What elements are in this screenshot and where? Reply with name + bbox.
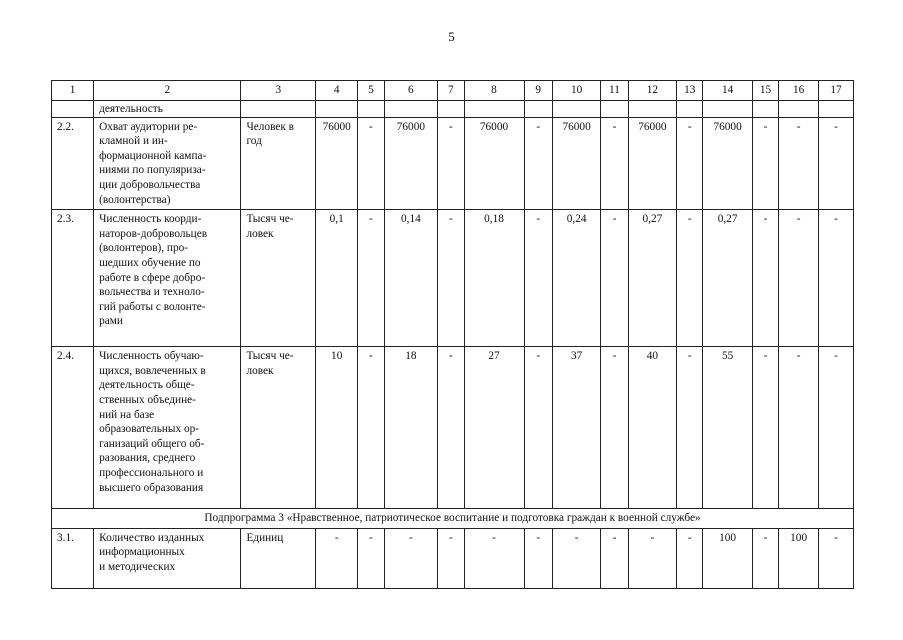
value-cell: -: [628, 528, 676, 588]
value-cell: -: [752, 210, 778, 347]
row-number: 2.3.: [52, 210, 94, 347]
header-cell: 7: [438, 81, 464, 101]
empty-cell: [752, 100, 778, 117]
subprogram-row: [52, 509, 854, 529]
value-cell: 37: [552, 347, 600, 509]
empty-cell: [779, 100, 819, 117]
empty-cell: [438, 100, 464, 117]
empty-cell: [464, 100, 524, 117]
table-row: [52, 347, 854, 509]
value-cell: -: [552, 528, 600, 588]
empty-cell: [677, 100, 703, 117]
header-cell: 11: [601, 81, 628, 101]
value-cell: 0,24: [552, 210, 600, 347]
value-cell: 0,14: [384, 210, 438, 347]
header-cell: 14: [703, 81, 752, 101]
value-cell: 76000: [552, 117, 600, 210]
value-cell: -: [384, 528, 438, 588]
value-cell: -: [677, 528, 703, 588]
value-cell: 76000: [384, 117, 438, 210]
table-row: [52, 210, 854, 347]
value-cell: -: [819, 117, 854, 210]
unit-cell: Человек в год: [241, 117, 316, 210]
value-cell: -: [601, 347, 628, 509]
value-cell: -: [601, 528, 628, 588]
header-cell: 5: [358, 81, 384, 101]
header-cell: 10: [552, 81, 600, 101]
value-cell: 27: [464, 347, 524, 509]
value-cell: -: [752, 528, 778, 588]
value-cell: 76000: [628, 117, 676, 210]
value-cell: 10: [316, 347, 358, 509]
value-cell: -: [524, 117, 552, 210]
value-cell: -: [752, 117, 778, 210]
value-cell: -: [464, 528, 524, 588]
header-cell: 12: [628, 81, 676, 101]
empty-cell: [384, 100, 438, 117]
value-cell: -: [438, 117, 464, 210]
value-cell: 76000: [464, 117, 524, 210]
header-cell: 15: [752, 81, 778, 101]
header-cell: 16: [779, 81, 819, 101]
value-cell: -: [438, 528, 464, 588]
indicators-table: [51, 80, 854, 589]
indicator-name: Охват аудитории ре- кламной и ин- формационной кампа- ниями по популяриза- ции добровольчества (волонтерства): [94, 117, 241, 210]
column-numbers-row: [52, 81, 854, 101]
continuation-num-cell: [52, 100, 94, 117]
value-cell: -: [677, 210, 703, 347]
value-cell: 76000: [703, 117, 752, 210]
value-cell: -: [358, 347, 384, 509]
value-cell: -: [819, 528, 854, 588]
empty-cell: [241, 100, 316, 117]
value-cell: -: [779, 117, 819, 210]
value-cell: -: [601, 117, 628, 210]
value-cell: -: [677, 347, 703, 509]
empty-cell: [552, 100, 600, 117]
table-row: [52, 528, 854, 588]
header-cell: 17: [819, 81, 854, 101]
subprogram-title: Подпрограмма 3 «Нравственное, патриотическое воспитание и подготовка граждан к военной службе»: [52, 509, 854, 529]
value-cell: -: [752, 347, 778, 509]
value-cell: -: [819, 347, 854, 509]
unit-cell: Единиц: [241, 528, 316, 588]
empty-cell: [703, 100, 752, 117]
empty-cell: [358, 100, 384, 117]
header-cell: 4: [316, 81, 358, 101]
value-cell: -: [779, 347, 819, 509]
header-cell: 8: [464, 81, 524, 101]
value-cell: -: [438, 347, 464, 509]
value-cell: 40: [628, 347, 676, 509]
value-cell: -: [524, 528, 552, 588]
header-cell: 1: [52, 81, 94, 101]
indicator-name: Количество изданных информационных и методических: [94, 528, 241, 588]
header-cell: 2: [94, 81, 241, 101]
value-cell: -: [677, 117, 703, 210]
value-cell: 18: [384, 347, 438, 509]
value-cell: 0,27: [628, 210, 676, 347]
value-cell: -: [358, 210, 384, 347]
indicator-name: Численность коорди- наторов-добровольцев (волонтеров), про- шедших обучение по работе в сфере добро- вольчества и техноло- гий работы с волонте- рами: [94, 210, 241, 347]
value-cell: -: [601, 210, 628, 347]
continuation-row: [52, 100, 854, 117]
row-number: 2.4.: [52, 347, 94, 509]
unit-cell: Тысяч че- ловек: [241, 210, 316, 347]
value-cell: -: [524, 210, 552, 347]
value-cell: 100: [703, 528, 752, 588]
header-cell: 9: [524, 81, 552, 101]
value-cell: -: [358, 117, 384, 210]
unit-cell: Тысяч че- ловек: [241, 347, 316, 509]
value-cell: -: [358, 528, 384, 588]
empty-cell: [819, 100, 854, 117]
continuation-text: деятельность: [94, 100, 241, 117]
value-cell: 0,1: [316, 210, 358, 347]
value-cell: -: [524, 347, 552, 509]
indicator-name: Численность обучаю- щихся, вовлеченных в деятельность обще- ственных объедине- ний на базе образовательных ор- ганизаций общего об- разования, среднего профессионального и высшего образования: [94, 347, 241, 509]
value-cell: 100: [779, 528, 819, 588]
value-cell: 55: [703, 347, 752, 509]
value-cell: -: [779, 210, 819, 347]
row-number: 3.1.: [52, 528, 94, 588]
value-cell: -: [819, 210, 854, 347]
page-number: 5: [448, 29, 455, 44]
value-cell: 0,18: [464, 210, 524, 347]
value-cell: -: [438, 210, 464, 347]
header-cell: 13: [677, 81, 703, 101]
header-cell: 3: [241, 81, 316, 101]
empty-cell: [628, 100, 676, 117]
empty-cell: [524, 100, 552, 117]
table-body: [52, 81, 854, 589]
table-row: [52, 117, 854, 210]
empty-cell: [601, 100, 628, 117]
header-cell: 6: [384, 81, 438, 101]
value-cell: 0,27: [703, 210, 752, 347]
row-number: 2.2.: [52, 117, 94, 210]
empty-cell: [316, 100, 358, 117]
value-cell: -: [316, 528, 358, 588]
value-cell: 76000: [316, 117, 358, 210]
